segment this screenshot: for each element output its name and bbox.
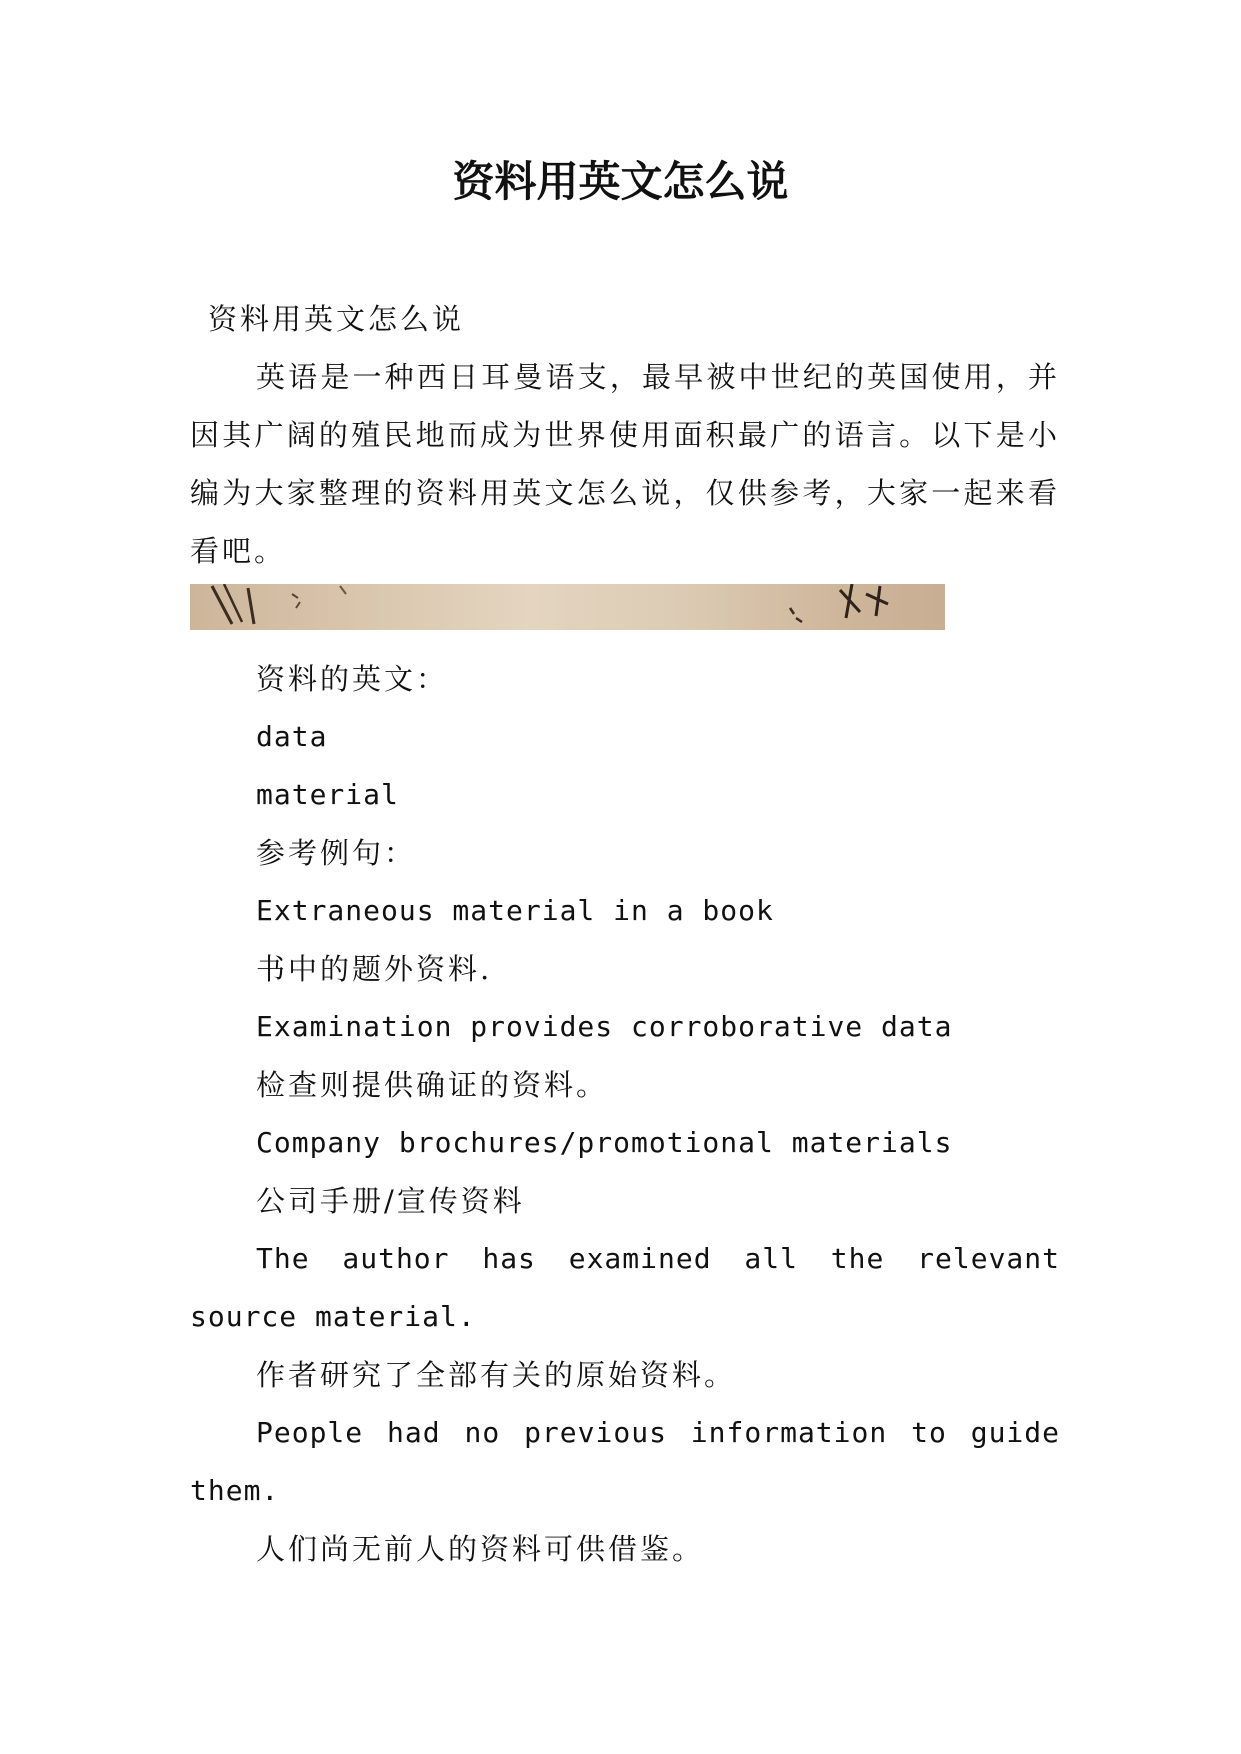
translation-item: data <box>256 720 328 753</box>
intro-paragraph: 英语是一种西日耳曼语支，最早被中世纪的英国使用，并因其广阔的殖民地而成为世界使用面积最广的语言。以下是小编为大家整理的资料用英文怎么说，仅供参考，大家一起来看看吧。 <box>190 360 1060 568</box>
example-english: Company brochures/promotional materials <box>256 1126 953 1159</box>
document-body <box>190 290 1060 1578</box>
calligraphy-strokes-graphic <box>190 584 945 630</box>
example-english: Extraneous material in a book <box>256 894 774 927</box>
document-subtitle: 资料用英文怎么说 <box>208 302 465 336</box>
example-chinese: 人们尚无前人的资料可供借鉴。 <box>256 1532 705 1566</box>
example-chinese: 检查则提供确证的资料。 <box>256 1068 609 1102</box>
example-english: Examination provides corroborative data <box>256 1010 953 1043</box>
decorative-photo <box>190 584 945 630</box>
document-title: 资料用英文怎么说 <box>452 157 789 206</box>
translations-heading: 资料的英文： <box>256 662 449 696</box>
example-chinese: 公司手册/宣传资料 <box>256 1184 525 1218</box>
example-english: The author has examined all the relevant source material. <box>190 1242 1060 1333</box>
example-chinese: 作者研究了全部有关的原始资料。 <box>256 1358 737 1392</box>
examples-heading: 参考例句： <box>256 836 417 870</box>
translation-item: material <box>256 778 399 811</box>
example-chinese: 书中的题外资料. <box>256 952 493 986</box>
example-english: People had no previous information to guide them. <box>190 1416 1060 1507</box>
